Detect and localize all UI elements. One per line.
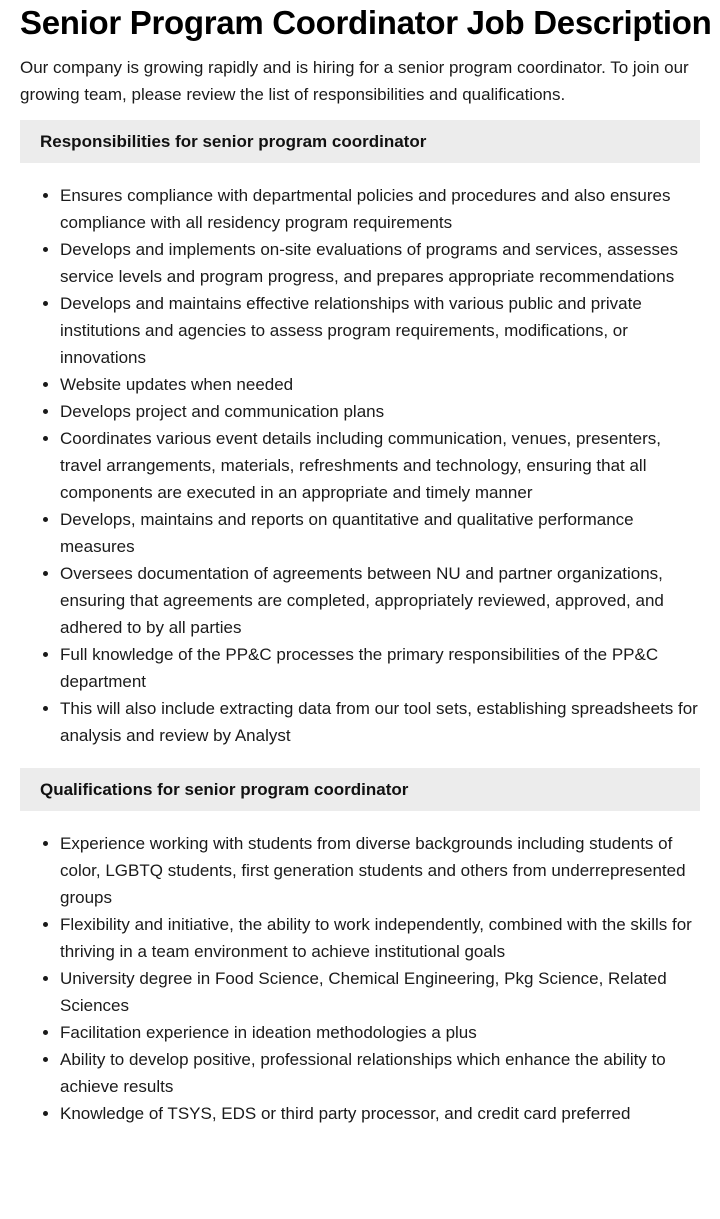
list-item: • University degree in Food Science, Chemical Engineering, Pkg Science, Related Sciences	[60, 965, 700, 1019]
list-item: • Knowledge of TSYS, EDS or third party processor, and credit card preferred	[60, 1100, 700, 1127]
list-item: • Oversees documentation of agreements between NU and partner organizations, ensuring that agreements are completed, appropriately reviewed, approved, and adhered to by all parties	[60, 560, 700, 641]
list-item: • Ensures compliance with departmental policies and procedures and also ensures compliance with all residency program requirements	[60, 182, 700, 236]
list-item: • Full knowledge of the PP&C processes the primary responsibilities of the PP&C department	[60, 641, 700, 695]
list-item: • Coordinates various event details including communication, venues, presenters, travel arrangements, materials, refreshments and technology, ensuring that all components are executed in an appropriate and timely manner	[60, 425, 700, 506]
responsibilities-heading: Responsibilities for senior program coordinator	[20, 120, 700, 163]
responsibilities-list	[20, 182, 700, 749]
list-item: • Develops and maintains effective relationships with various public and private institutions and agencies to assess program requirements, modifications, or innovations	[60, 290, 700, 371]
list-item: • Facilitation experience in ideation methodologies a plus	[60, 1019, 700, 1046]
list-item: • Flexibility and initiative, the ability to work independently, combined with the skills for thriving in a team environment to achieve institutional goals	[60, 911, 700, 965]
list-item: • Experience working with students from diverse backgrounds including students of color, LGBTQ students, first generation students and others from underrepresented groups	[60, 830, 700, 911]
list-item: • Develops project and communication plans	[60, 398, 700, 425]
list-item: • Develops, maintains and reports on quantitative and qualitative performance measures	[60, 506, 700, 560]
list-item: • Website updates when needed	[60, 371, 700, 398]
qualifications-heading: Qualifications for senior program coordinator	[20, 768, 700, 811]
intro-paragraph: Our company is growing rapidly and is hiring for a senior program coordinator. To join our growing team, please review the list of responsibilities and qualifications.	[20, 58, 689, 104]
page-title: Senior Program Coordinator Job Description	[20, 4, 712, 41]
list-item: • Develops and implements on-site evaluations of programs and services, assesses service levels and program progress, and prepares appropriate recommendations	[60, 236, 700, 290]
list-item: • Ability to develop positive, professional relationships which enhance the ability to achieve results	[60, 1046, 700, 1100]
qualifications-list	[20, 830, 700, 1127]
list-item: • This will also include extracting data from our tool sets, establishing spreadsheets for analysis and review by Analyst	[60, 695, 700, 749]
